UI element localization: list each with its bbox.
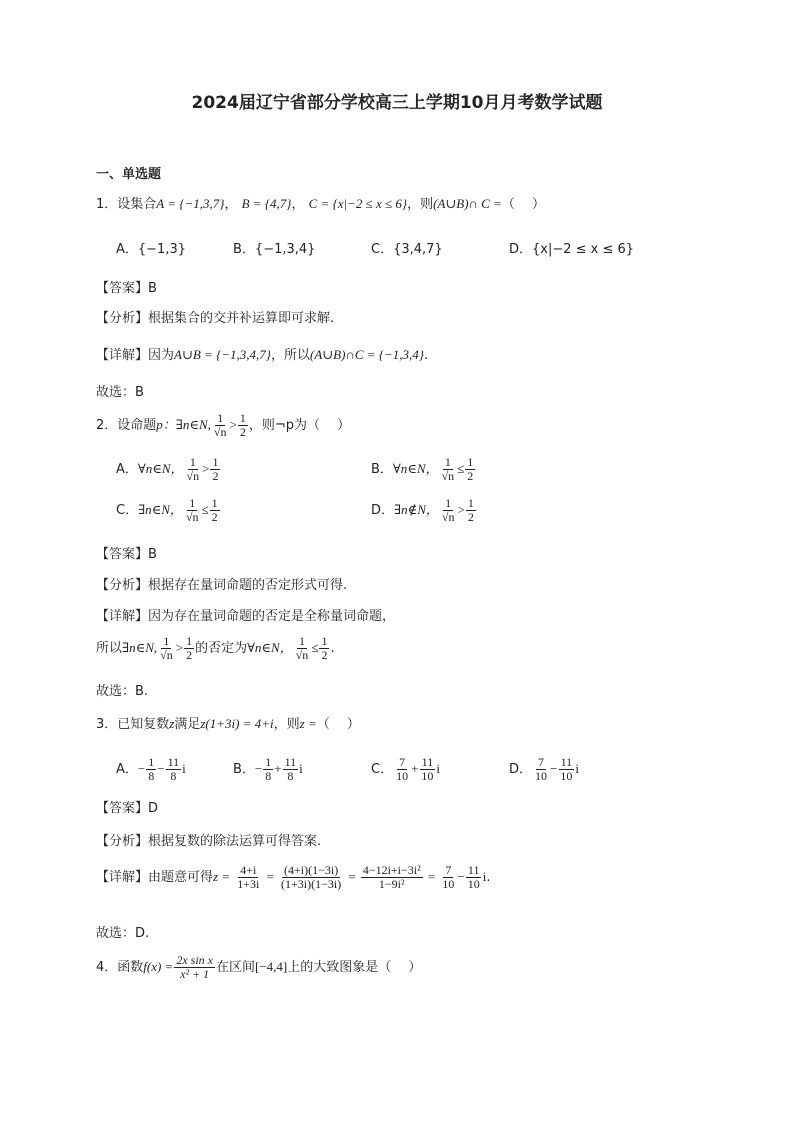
- sign: +: [274, 761, 282, 776]
- sign: +: [411, 761, 419, 776]
- q3-option-d: [509, 756, 579, 783]
- q1-option-a: A．{−1,3}: [116, 242, 187, 257]
- analysis-text: 根据集合的交并补运算即可求解.: [148, 311, 335, 326]
- q2-stem-tail: ，则¬p为（ ）: [248, 418, 351, 433]
- denominator: 1−9i²: [378, 877, 405, 891]
- numerator: 1: [321, 634, 328, 648]
- numerator: 1: [239, 411, 246, 425]
- analysis-text: 根据复数的除法运算可得答案.: [148, 834, 322, 849]
- operator: >: [229, 417, 237, 432]
- q3-variable: z: [169, 716, 175, 731]
- analysis-text: 根据存在量词命题的否定形式可得.: [148, 578, 348, 593]
- fraction: [184, 635, 194, 662]
- denominator: 2: [239, 425, 246, 439]
- denominator: 8: [170, 769, 177, 783]
- fraction: [146, 756, 156, 783]
- option-quantifier: ∃n∈N，: [138, 502, 183, 517]
- fraction: [263, 756, 273, 783]
- operator: ≤: [311, 640, 319, 655]
- q1-stem: 1．设集合A = {−1,3,7}， B = {4,7}， C = {x|−2 ≤ x ≤ 6}，则(A∪B)∩ C =（ ）: [96, 196, 546, 212]
- sign: −: [550, 761, 558, 776]
- q2-answer: [96, 543, 157, 562]
- q2-choice: 故选：B.: [96, 684, 149, 699]
- operator: =: [266, 869, 274, 884]
- q3-stem-prefix: 3．已知复数: [96, 717, 170, 732]
- fraction: [210, 497, 220, 524]
- imaginary-unit: i: [436, 761, 441, 776]
- fraction: [465, 456, 475, 483]
- denominator: √n: [186, 469, 200, 483]
- q1-set-b: B = {4,7}: [241, 196, 292, 211]
- numerator: 11: [421, 755, 434, 769]
- numerator: 1: [189, 496, 196, 510]
- answer-value: B: [148, 547, 157, 562]
- fraction: [440, 497, 457, 524]
- fraction: [166, 756, 182, 783]
- numerator: 1: [163, 634, 170, 648]
- fraction: [466, 497, 476, 524]
- detail-text: 所以: [96, 641, 123, 656]
- fraction: [283, 756, 299, 783]
- numerator: 1: [299, 634, 306, 648]
- q2-detail: [96, 605, 395, 624]
- page-title: 2024届辽宁省部分学校高三上学期10月月考数学试题: [191, 93, 603, 113]
- q1-choice: 故选：B: [96, 385, 144, 400]
- q3-variable: z =: [299, 716, 317, 731]
- q3-option-b: [233, 756, 303, 783]
- q2-stem: [96, 412, 350, 439]
- fraction: [361, 864, 423, 891]
- q1-expression: (A∪B)∩ C =: [433, 196, 502, 211]
- q3-stem-tail: ，则: [273, 717, 300, 732]
- denominator: 2: [211, 510, 218, 524]
- fraction: [212, 412, 229, 439]
- option-label: A．: [116, 762, 138, 777]
- denominator: 10: [560, 769, 573, 783]
- detail-end: .: [423, 348, 429, 363]
- detail-text: 因为存在量词命题的否定是全称量词命题，: [148, 609, 396, 624]
- analysis-label: 【分析】: [96, 834, 149, 849]
- q4-stem: [96, 954, 421, 981]
- q1-detail: [96, 344, 428, 363]
- q3-stem-math: z(1+3i) = 4+i: [200, 716, 274, 731]
- denominator: 10: [442, 877, 455, 891]
- q3-paren: （ ）: [316, 717, 360, 732]
- denominator: 8: [148, 769, 155, 783]
- answer-value: B: [148, 281, 157, 296]
- fraction: [319, 635, 329, 662]
- operator: =: [348, 869, 356, 884]
- fraction: [533, 756, 549, 783]
- fraction: [238, 412, 248, 439]
- denominator: 8: [287, 769, 294, 783]
- denominator: 2: [467, 510, 474, 524]
- detail-label: 【详解】: [96, 609, 149, 624]
- detail-end: .: [486, 870, 491, 885]
- fraction: [174, 954, 215, 981]
- denominator: 10: [467, 877, 480, 891]
- numerator: 1: [148, 755, 155, 769]
- numerator: 11: [167, 755, 180, 769]
- option-quantifier: ∀n∈N，: [137, 461, 184, 476]
- denominator: 10: [396, 769, 409, 783]
- detail-text: 的否定为: [195, 641, 248, 656]
- numerator: 7: [538, 755, 545, 769]
- operator: >: [202, 461, 210, 476]
- sign: −: [254, 761, 263, 776]
- imaginary-unit: i: [182, 761, 186, 776]
- q4-stem-prefix: 4．函数: [96, 960, 144, 975]
- numerator: 1: [212, 455, 219, 469]
- option-label: B．: [371, 462, 393, 477]
- numerator: 1: [217, 411, 224, 425]
- numerator: 11: [560, 755, 573, 769]
- q1-question-tail: ，则: [407, 197, 434, 212]
- q3-choice: 故选：D.: [96, 926, 150, 941]
- denominator: 2: [321, 648, 328, 662]
- operator: >: [175, 640, 184, 655]
- sign: −: [137, 761, 146, 776]
- detail-math: (A∪B)∩C = {−1,3,4}: [310, 347, 424, 362]
- q2-stem-prefix: 2．设命题: [96, 418, 157, 433]
- q1-analysis: [96, 307, 334, 326]
- operator: −: [457, 869, 465, 884]
- q2-detail-line2: [96, 635, 335, 662]
- denominator: 1+3i: [237, 877, 260, 891]
- numerator: 11: [284, 755, 297, 769]
- numerator: 1: [467, 496, 474, 510]
- fraction: [210, 456, 220, 483]
- q3-stem-mid: 满足: [174, 717, 201, 732]
- option-quantifier: ∀n∈N，: [392, 461, 439, 476]
- q3-analysis: [96, 830, 321, 849]
- detail-label: 【详解】: [96, 870, 149, 885]
- fraction: [440, 456, 457, 483]
- option-label: C．: [116, 503, 139, 518]
- operator: =: [427, 869, 436, 884]
- numerator: 1: [186, 634, 193, 648]
- q1-set-c: C = {x|−2 ≤ x ≤ 6}: [308, 196, 408, 211]
- q4-stem-mid: 在区间: [216, 960, 256, 975]
- denominator: 8: [265, 769, 272, 783]
- q3-option-c: [371, 756, 440, 783]
- denominator: x² + 1: [180, 967, 210, 981]
- section-heading: 一、单选题: [96, 167, 162, 182]
- q1-stem-prefix: 1．设集合: [96, 197, 157, 212]
- numerator: 2x sin x: [176, 953, 213, 967]
- fraction: [158, 635, 175, 662]
- imaginary-unit: i: [482, 869, 487, 884]
- numerator: 1: [189, 455, 196, 469]
- detail-text: 因为: [148, 348, 175, 363]
- denominator: √n: [185, 510, 199, 524]
- operator: >: [457, 502, 465, 517]
- detail-text: 由题意可得: [148, 870, 214, 885]
- q2-stem-math: p：∃n∈N,: [156, 417, 211, 432]
- denominator: √n: [160, 648, 173, 662]
- numerator: 1: [211, 496, 218, 510]
- numerator: 7: [399, 755, 406, 769]
- answer-label: 【答案】: [96, 801, 149, 816]
- detail-math: ∃n∈N,: [122, 640, 158, 655]
- option-label: B．: [233, 762, 255, 777]
- q1-option-c: C．{3,4,7}: [371, 242, 443, 257]
- numerator: (4+i)(1−3i): [284, 863, 339, 877]
- q3-option-a: [116, 756, 186, 783]
- q1-option-b: B．{−1,3,4}: [233, 242, 316, 257]
- detail-math: ∀n∈N，: [247, 640, 293, 655]
- q3-answer: [96, 797, 158, 816]
- numerator: 7: [445, 863, 452, 877]
- denominator: 2: [186, 648, 193, 662]
- imaginary-unit: i: [299, 761, 303, 776]
- answer-value: D: [148, 801, 159, 816]
- q2-option-a: [116, 456, 221, 483]
- numerator: 4+i: [240, 863, 257, 877]
- q2-option-c: [116, 497, 221, 524]
- fraction: [184, 497, 201, 524]
- q2-option-b: [371, 456, 476, 483]
- detail-text: ，所以: [271, 348, 311, 363]
- numerator: 1: [444, 455, 451, 469]
- q1-set-a: A = {−1,3,7}: [156, 196, 225, 211]
- denominator: (1+3i)(1−3i): [281, 877, 342, 891]
- numerator: 1: [467, 455, 474, 469]
- fraction: [419, 756, 435, 783]
- q1-option-d: D．{x|−2 ≤ x ≤ 6}: [509, 242, 635, 257]
- fraction: [558, 756, 574, 783]
- q3-detail: [96, 864, 490, 891]
- fraction: [185, 456, 202, 483]
- operator: ≤: [201, 502, 209, 517]
- analysis-label: 【分析】: [96, 311, 149, 326]
- answer-label: 【答案】: [96, 547, 149, 562]
- q4-function: f(x) =: [143, 959, 174, 974]
- q1-paren: （ ）: [501, 197, 546, 212]
- fraction: [294, 635, 311, 662]
- q2-option-d: [371, 497, 477, 524]
- option-label: D．: [371, 503, 395, 518]
- fraction: [394, 756, 410, 783]
- option-label: A．: [116, 462, 138, 477]
- option-label: C．: [371, 762, 394, 777]
- denominator: 2: [467, 469, 474, 483]
- detail-math: z =: [213, 869, 231, 884]
- q4-stem-tail: 上的大致图象是（ ）: [287, 960, 422, 975]
- operator: ≤: [457, 461, 465, 476]
- imaginary-unit: i: [575, 761, 579, 776]
- detail-math: A∪B = {−1,3,4,7}: [174, 347, 271, 362]
- denominator: √n: [213, 425, 227, 439]
- denominator: √n: [441, 469, 455, 483]
- fraction: [279, 864, 343, 891]
- sign: −: [157, 761, 165, 776]
- denominator: 2: [212, 469, 219, 483]
- q4-interval: [−4,4]: [255, 959, 288, 974]
- denominator: √n: [441, 510, 455, 524]
- fraction: [466, 864, 482, 891]
- denominator: 10: [535, 769, 548, 783]
- numerator: 1: [445, 496, 452, 510]
- denominator: √n: [295, 648, 309, 662]
- fraction: [235, 864, 261, 891]
- q3-stem: [96, 713, 360, 732]
- numerator: 4−12i+i−3i²: [362, 863, 421, 877]
- numerator: 11: [467, 863, 480, 877]
- denominator: 10: [421, 769, 434, 783]
- detail-end: .: [330, 641, 335, 656]
- answer-label: 【答案】: [96, 281, 149, 296]
- detail-label: 【详解】: [96, 348, 149, 363]
- option-quantifier: ∃n∉N，: [394, 502, 439, 517]
- q2-analysis: [96, 574, 347, 593]
- q1-answer: [96, 277, 157, 296]
- numerator: 1: [265, 755, 272, 769]
- option-label: D．: [509, 762, 533, 777]
- analysis-label: 【分析】: [96, 578, 149, 593]
- fraction: [440, 864, 456, 891]
